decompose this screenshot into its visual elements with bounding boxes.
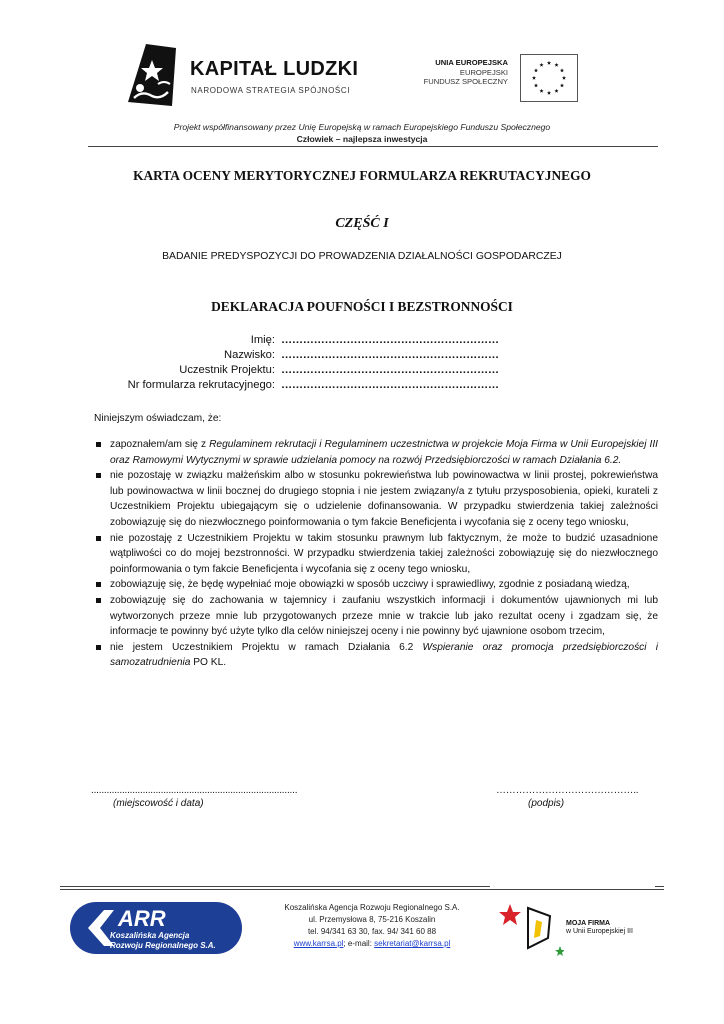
- footer-address: ul. Przemysłowa 8, 75-216 Koszalin: [308, 915, 436, 924]
- section-subtitle: BADANIE PREDYSPOZYCJI DO PROWADZENIA DZIAŁALNOŚCI GOSPODARCZEJ: [162, 251, 562, 262]
- eu-star-icon: [534, 83, 538, 87]
- statement-4-text: zobowiązuję się, że będę wypełniać moje obowiązki w sposób uczciwy i sprawiedliwy, zgodnie z posiadaną wiedzą,: [110, 579, 630, 591]
- eu-star-icon: [560, 68, 564, 72]
- eu-star-icon: [560, 83, 564, 87]
- list-item: [94, 531, 658, 578]
- last-name-field[interactable]: ……………………………………………………: [281, 349, 499, 361]
- yellow-shape-icon: [534, 920, 542, 938]
- statement-6-end: PO KL.: [190, 657, 227, 669]
- footer-contact: [262, 902, 482, 950]
- field-label: Uczestnik Projektu:: [179, 364, 275, 376]
- field-row-last-name: [60, 349, 499, 365]
- eu-star-icon: [562, 76, 566, 80]
- footer-divider: [655, 886, 664, 887]
- signature-field[interactable]: ……………………………………..: [496, 785, 639, 796]
- field-row-first-name: [60, 334, 499, 350]
- place-date-field[interactable]: ................................................................................: [91, 785, 298, 796]
- eu-star-icon: [554, 89, 558, 93]
- statement-6-italic: Wspieranie oraz promocja przedsiębiorczości i samozatrudnienia: [110, 641, 658, 669]
- moja-firma-text: [566, 920, 633, 936]
- statement-6-text: nie jestem Uczestnikiem Projektu w ramach Działania 6.2: [110, 641, 423, 653]
- header-divider: [88, 146, 658, 147]
- field-row-participant: [60, 364, 499, 380]
- kapital-ludzki-logo: [128, 44, 428, 106]
- eu-star-icon: [547, 61, 551, 65]
- list-item: [94, 640, 658, 671]
- moja-firma-emblem-icon: [498, 898, 564, 958]
- document-title: KARTA OCENY MERYTORYCZNEJ FORMULARZA REKRUTACYJNEGO: [133, 168, 591, 183]
- declaration-title: DEKLARACJA POUFNOŚCI I BEZSTRONNOŚCI: [211, 299, 513, 314]
- statement-1-text: zapoznałem/am się z: [110, 439, 210, 450]
- eu-star-icon: [539, 63, 543, 67]
- motto: Człowiek – najlepsza inwestycja: [296, 134, 428, 144]
- eu-star-icon: [534, 68, 538, 72]
- statement-5-text: zobowiązuję się do zachowania w tajemnicy i zaufaniu wszystkich informacji i dokumentów ujawnionych mi lub wytworzonych przeze mnie lub przygotowanych przeze mnie w trakcie lub jako rezultat oceny i zgadzam się, że informacje te powinny być użyte tylko dla celów niniejszej oceny i nie powinny być ujawnione osobom trzecim,: [110, 594, 658, 638]
- first-name-field[interactable]: ……………………………………………………: [281, 334, 499, 346]
- eu-star-icon: [554, 63, 558, 67]
- footer-org-name: Koszalińska Agencja Rozwoju Regionalnego S.A.: [284, 903, 460, 912]
- list-item: [94, 437, 658, 468]
- bullet-icon: [96, 473, 101, 478]
- red-star-icon: [499, 904, 521, 925]
- eu-star-icon: [539, 89, 543, 93]
- footer-phone: tel. 94/341 63 30, fax. 94/ 341 60 88: [307, 927, 437, 936]
- eu-logo: [416, 52, 586, 104]
- kapital-ludzki-emblem-icon: [128, 44, 176, 106]
- email-prefix: ; e-mail:: [343, 939, 375, 948]
- form-number-field[interactable]: ……………………………………………………: [281, 379, 499, 391]
- statement-3-text: nie pozostaję z Uczestnikiem Projektu w takim stosunku prawnym lub faktycznym, że może to budzić uzasadnione wątpliwości co do mojej bezstronności. W przypadku stwierdzenia takiej zależności zobowiązuję się do niezwłocznego poinformowania o tym fakcie Beneficjenta i wycofania się z oceny tego wniosku,: [110, 532, 658, 575]
- arr-logo: [70, 902, 242, 954]
- eu-text: [416, 58, 508, 87]
- header-logos: [128, 44, 588, 106]
- participant-field[interactable]: ……………………………………………………: [281, 364, 499, 376]
- bullet-icon: [96, 536, 101, 541]
- list-item: [94, 468, 658, 530]
- moja-firma-line-2: w Unii Europejskiej III: [566, 928, 633, 935]
- bullet-icon: [96, 442, 101, 447]
- list-item: [94, 593, 658, 640]
- arr-logo-line-2: Rozwoju Regionalnego S.A.: [110, 941, 216, 950]
- bullet-icon: [96, 582, 101, 587]
- email-link[interactable]: sekretariat@karrsa.pl: [374, 939, 451, 948]
- list-item: [94, 577, 658, 593]
- statement-2-text: nie pozostaję w związku małżeńskim albo w stosunku pokrewieństwa lub powinowactwa w linii prostej, pokrewieństwa lub powinowactwa w linii bocznej do drugiego stopnia i nie jestem związany/a z tytułu przysposobienia, opieki, kurateli z Uczestnikiem Projektu ubiegającym się o udzielenie dofinansowania. W przypadku stwierdzenia takiej zależności zobowiązuję się do niezwłocznego poinformowania o tym fakcie Beneficjenta i wycofania się z oceny tego wniosku,: [110, 470, 658, 528]
- moja-firma-line-1: MOJA FIRMA: [566, 920, 611, 927]
- statement-1-italic: Regulaminem rekrutacji i Regulaminem uczestnictwa w projekcie Moja Firma w Unii Europejskiej III oraz Ramowymi Wytycznymi w sprawie udzielania pomocy na rozwój Przedsiębiorczości w ramach Działania 6.2.: [110, 439, 658, 466]
- field-row-form-number: [60, 379, 499, 395]
- eu-star-icon: [547, 91, 551, 95]
- green-star-icon: [555, 946, 564, 956]
- eu-star-icon: [532, 76, 536, 80]
- arr-logo-text: ARR: [118, 906, 166, 931]
- kapital-ludzki-subtitle: NARODOWA STRATEGIA SPÓJNOŚCI: [191, 86, 351, 95]
- bullet-icon: [96, 645, 101, 650]
- eu-line-1: UNIA EUROPEJSKA: [435, 58, 508, 67]
- kapital-ludzki-title: KAPITAŁ LUDZKI: [190, 58, 359, 80]
- eu-line-2: EUROPEJSKI: [459, 67, 508, 77]
- field-label: Nazwisko:: [224, 349, 275, 361]
- website-link[interactable]: www.karrsa.pl: [293, 939, 344, 948]
- signature-label: (podpis): [528, 798, 565, 809]
- part-title: CZĘŚĆ I: [335, 216, 389, 231]
- footer-divider: [60, 886, 490, 887]
- eu-line-3: FUNDUSZ SPOŁECZNY: [423, 77, 508, 86]
- intro-text: Niniejszym oświadczam, że:: [94, 413, 222, 424]
- place-date-label: (miejscowość i data): [113, 798, 204, 809]
- bullet-icon: [96, 598, 101, 603]
- project-note: Projekt współfinansowany przez Unię Europejską w ramach Europejskiego Funduszu Społecznego: [173, 122, 551, 132]
- statement-list: [94, 437, 658, 671]
- footer-links: [262, 938, 482, 950]
- arr-logo-line-1: Koszalińska Agencja: [110, 931, 190, 940]
- moja-firma-logo: [498, 898, 668, 958]
- field-label: Imię:: [250, 334, 275, 346]
- footer-divider: [60, 889, 664, 890]
- eu-flag-icon: [520, 54, 578, 102]
- field-label: Nr formularza rekrutacyjnego:: [127, 379, 275, 391]
